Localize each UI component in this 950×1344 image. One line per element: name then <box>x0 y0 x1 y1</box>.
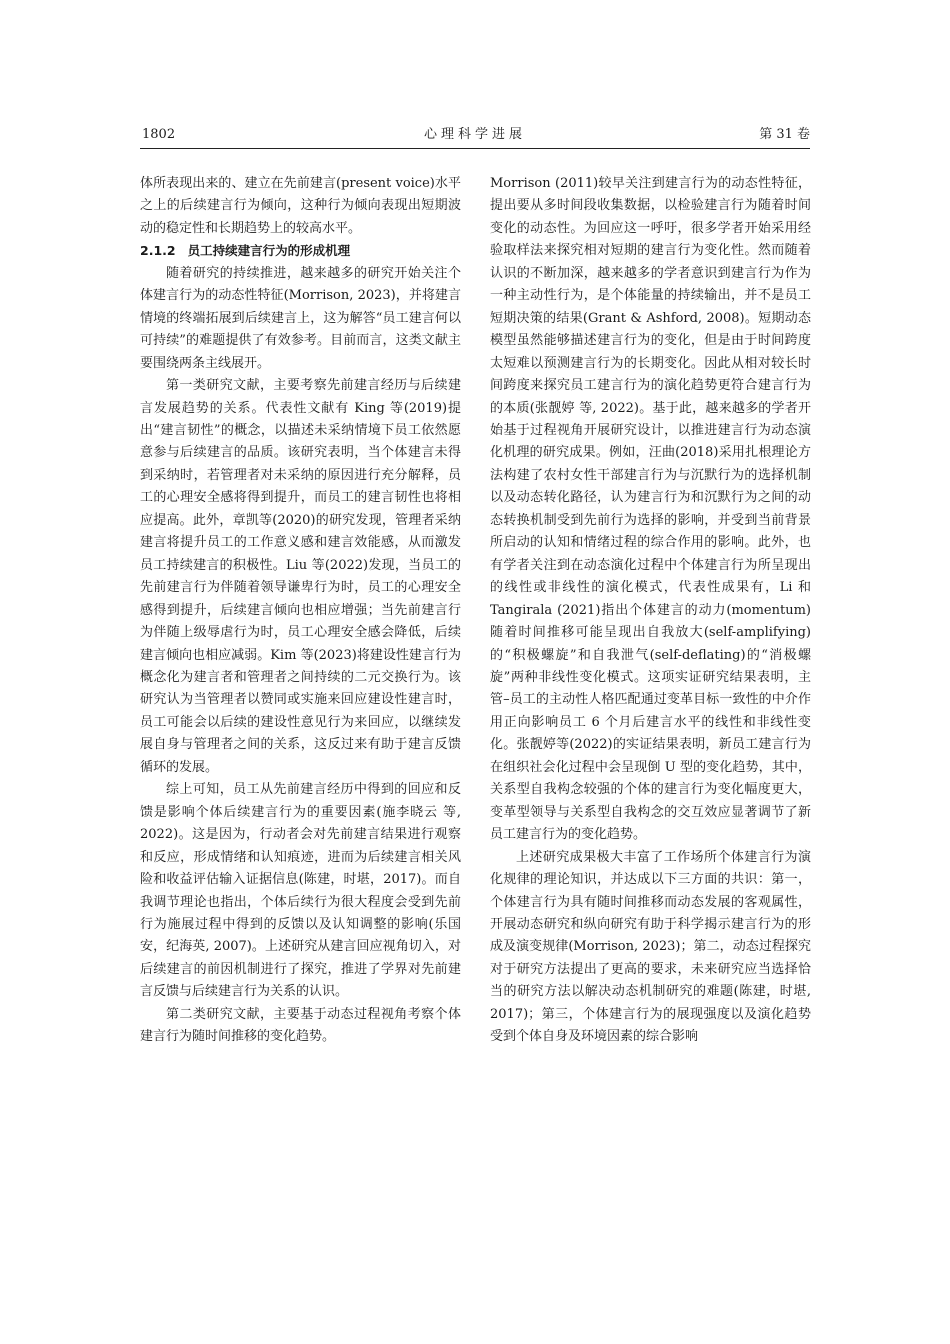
right-column <box>490 173 811 1049</box>
section-number: 2.1.2 <box>140 243 176 259</box>
paragraph: 体所表现出来的、建立在先前建言(present voice)水平之上的后续建言行为倾向，这种行为倾向表现出短期波动的稳定性和长期趋势上的较高水平。 <box>140 176 461 236</box>
journal-name: 心理科学进展 <box>423 127 526 142</box>
running-header <box>140 124 810 146</box>
paragraph: 第一类研究文献，主要考察先前建言经历与后续建言发展趋势的关系。代表性文献有 King 等(2019)提出“建言韧性”的概念，以描述未采纳情境下员工依然愿意参与后续建言的品质。该研究表明，当个体建言未得到采纳时，若管理者对未采纳的原因进行充分解释，员工的心理安全感将得到提升，而员工的建言韧性也将相应提高。此外，章凯等(2020)的研究发现，管理者采纳建言将提升员工的工作意义感和建言效能感，从而激发员工持续建言的积极性。Liu 等(2022)发现，当员工的先前建言行为伴随着领导谦卑行为时，员工的心理安全感得到提升，后续建言倾向也相应增强；当先前建言行为伴随上级辱虐行为时，员工心理安全感会降低，后续建言倾向也相应减弱。Kim 等(2023)将建设性建言行为概念化为建言者和管理者之间持续的二元交换行为。该研究认为当管理者以赞同或实施来回应建设性建言时，员工可能会以后续的建设性意见行为来回应，以继续发展自身与管理者之间的关系，这反过来有助于建言反馈循环的发展。 <box>140 378 461 775</box>
paragraph: 第二类研究文献，主要基于动态过程视角考察个体建言行为随时间推移的变化趋势。 <box>140 1006 461 1045</box>
page-number: 1802 <box>142 127 176 142</box>
paragraph: 上述研究成果极大丰富了工作场所个体建言行为演化规律的理论知识，并达成以下三方面的共识：第一，个体建言行为具有随时间推移而动态发展的客观属性，开展动态研究和纵向研究有助于科学揭示建言行为的形成及演变规律(Morrison, 2023)；第二，动态过程探究对于研究方法提出了更高的要求，未来研究应当选择恰当的研究方法以解决动态机制研究的难题(陈建，时堪, 2017)；第三，个体建言行为的展现强度以及演化趋势受到个体自身及环境因素的综合影响 <box>490 849 811 1045</box>
left-column <box>140 173 461 1049</box>
section-heading <box>140 240 461 262</box>
paragraph: 综上可知，员工从先前建言经历中得到的回应和反馈是影响个体后续建言行为的重要因素(施李晓云 等, 2022)。这是因为，行动者会对先前建言结果进行观察和反应，形成情绪和认知痕迹，进而为后续建言相关风险和收益评估输入证据信息(陈建，时堪，2017)。而自我调节理论也指出，个体后续行为很大程度会受到先前行为施展过程中得到的反馈以及认知调整的影响(乐国安，纪海英, 2007)。上述研究从建言回应视角切入，对后续建言的前因机制进行了探究，推进了学界对先前建言反馈与后续建言行为关系的认识。 <box>140 782 461 1000</box>
header-rule <box>140 148 810 149</box>
paragraph: 随着研究的持续推进，越来越多的研究开始关注个体建言行为的动态性特征(Morrison, 2023)，并将建言情境的终端拓展到后续建言上，这为解答“员工建言何以可持续”的难题提供了有效参考。目前而言，这类文献主要围绕两条主线展开。 <box>140 265 461 371</box>
section-title: 员工持续建言行为的形成机理 <box>187 243 351 259</box>
paragraph: Morrison (2011)较早关注到建言行为的动态性特征，提出要从多时间段收集数据，以检验建言行为随着时间变化的动态性。为回应这一呼吁，很多学者开始采用经验取样法来探究相对短期的建言行为变化性。然而随着认识的不断加深，越来越多的学者意识到建言行为作为一种主动性行为，是个体能量的持续输出，并不是员工短期决策的结果(Grant & Ashford, 2008)。短期动态模型虽然能够描述建言行为的变化，但是由于时间跨度太短难以预测建言行为的长期变化。因此从相对较长时间跨度来探究员工建言行为的演化趋势更符合建言行为的本质(张靓婷 等, 2022)。基于此，越来越多的学者开始基于过程视角开展研究设计，以推进建言行为动态演化机理的研究成果。例如，汪曲(2018)采用扎根理论方法构建了农村女性干部建言行为与沉默行为的选择机制以及动态转化路径，认为建言行为和沉默行为之间的动态转换机制受到先前行为选择的影响，并受到当前背景所启动的认知和情绪过程的综合作用的影响。此外，也有学者关注到在动态演化过程中个体建言行为所呈现出的线性或非线性的演化模式，代表性成果有，Li 和 Tangirala (2021)指出个体建言的动力(momentum)随着时间推移可能呈现出自我放大(self-amplifying)的“积极螺旋”和自我泄气(self-deflating)的“消极螺旋”两种非线性变化模式。这项实证研究结果表明，主管–员工的主动性人格匹配通过变革目标一致性的中介作用正向影响员工 6 个月后建言水平的线性和非线性变化。张靓婷等(2022)的实证结果表明，新员工建言行为在组织社会化过程中会呈现倒 U 型的变化趋势，其中，关系型自我构念较强的个体的建言行为变化幅度更大，变革型领导与关系型自我构念的交互效应显著调节了新员工建言行为的变化趋势。 <box>490 176 811 843</box>
volume-label: 第 31 卷 <box>759 127 810 142</box>
